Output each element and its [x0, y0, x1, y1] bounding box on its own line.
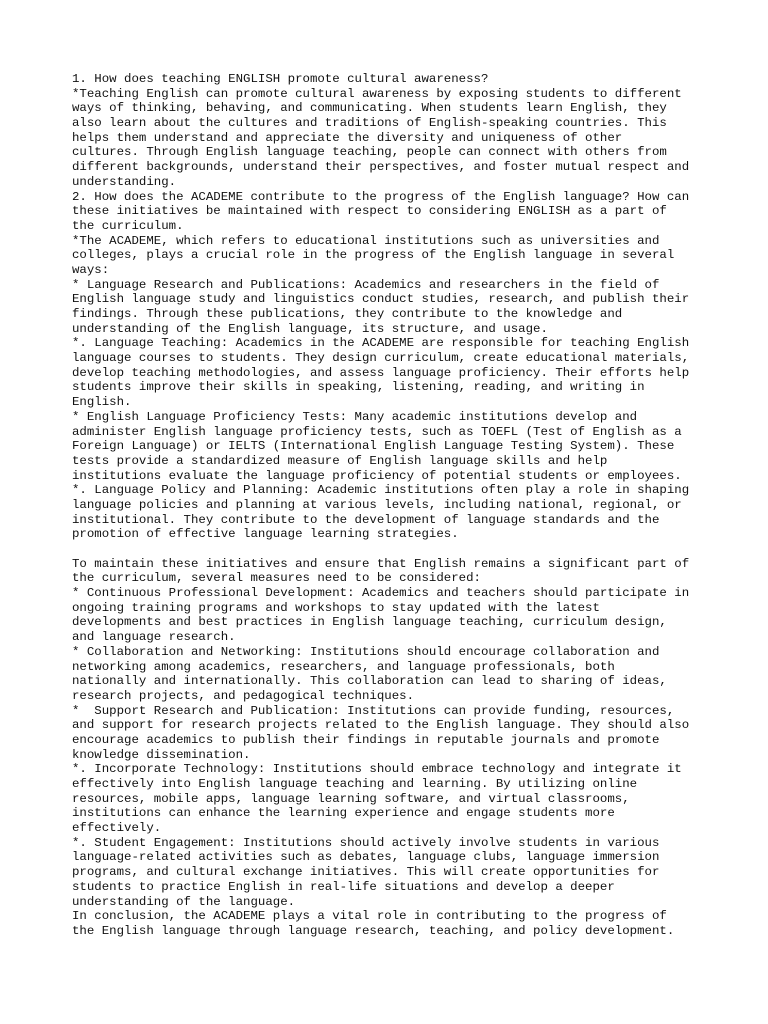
- document-line: the curriculum.: [72, 218, 184, 233]
- document-line: cultures. Through English language teaching, people can connect with others from: [72, 145, 667, 160]
- document-line: In conclusion, the ACADEME plays a vital role in contributing to the progress of: [72, 909, 667, 924]
- document-line: nationally and internationally. This collaboration can lead to sharing of ideas,: [72, 674, 667, 689]
- document-line: Foreign Language) or IELTS (International English Language Testing System). These: [72, 439, 675, 454]
- document-line: students to practice English in real-life situations and develop a deeper: [72, 879, 615, 894]
- document-line: helps them understand and appreciate the diversity and uniqueness of other: [72, 130, 623, 145]
- document-line: tests provide a standardized measure of English language skills and help: [72, 453, 608, 468]
- document-line: encourage academics to publish their findings in reputable journals and promote: [72, 732, 660, 747]
- document-line: the English language through language research, teaching, and policy development.: [72, 923, 675, 938]
- document-line: networking among academics, researchers, and language professionals, both: [72, 659, 615, 674]
- document-line: * Collaboration and Networking: Institutions should encourage collaboration and: [72, 644, 660, 659]
- document-line: *Teaching English can promote cultural awareness by exposing students to different: [72, 86, 682, 101]
- document-line: institutions evaluate the language proficiency of potential students or employees.: [72, 468, 682, 483]
- document-line: understanding of the English language, its structure, and usage.: [72, 321, 548, 336]
- document-line: developments and best practices in English language teaching, curriculum design,: [72, 615, 667, 630]
- document-line: *. Incorporate Technology: Institutions should embrace technology and integrate it: [72, 762, 682, 777]
- document-line: and support for research projects related to the English language. They should also: [72, 718, 690, 733]
- document-line: findings. Through these publications, they contribute to the knowledge and: [72, 307, 623, 321]
- document-line: understanding.: [72, 174, 177, 189]
- document-line: and language research.: [72, 630, 236, 645]
- document-line: knowledge dissemination.: [72, 747, 251, 762]
- document-line: develop teaching methodologies, and assess language proficiency. Their efforts help: [72, 365, 690, 380]
- document-line: * Continuous Professional Development: Academics and teachers should participate in: [72, 586, 690, 601]
- document-line: 1. How does teaching ENGLISH promote cultural awareness?: [72, 72, 489, 86]
- document-line: English.: [72, 395, 132, 410]
- document-line: resources, mobile apps, language learning software, and virtual classrooms,: [72, 791, 630, 806]
- document-line: To maintain these initiatives and ensure that English remains a significant part of: [72, 556, 690, 571]
- document-line: language-related activities such as debates, language clubs, language immersion: [72, 850, 660, 865]
- document-line: *. Language Policy and Planning: Academic institutions often play a role in shaping: [72, 483, 690, 498]
- document-line: different backgrounds, understand their perspectives, and foster mutual respect and: [72, 160, 690, 175]
- document-line: effectively into English language teaching and learning. By utilizing online: [72, 777, 638, 791]
- document-line: students improve their skills in speaking, listening, reading, and writing in: [72, 380, 645, 395]
- document-line: administer English language proficiency tests, such as TOEFL (Test of English as a: [72, 424, 682, 439]
- document-line: * Language Research and Publications: Academics and researchers in the field of: [72, 277, 660, 292]
- document-line: programs, and cultural exchange initiatives. This will create opportunities for: [72, 865, 660, 880]
- document-line: * Support Research and Publication: Institutions can provide funding, resources,: [72, 703, 675, 718]
- document-line: English language study and linguistics conduct studies, research, and publish their: [72, 292, 690, 307]
- document-line: * English Language Proficiency Tests: Many academic institutions develop and: [72, 409, 638, 424]
- document-line: colleges, plays a crucial role in the progress of the English language in several: [72, 248, 675, 263]
- document-line: [72, 542, 712, 557]
- document-line: these initiatives be maintained with respect to considering ENGLISH as a part of: [72, 204, 667, 219]
- document-line: *. Language Teaching: Academics in the ACADEME are responsible for teaching English: [72, 336, 690, 351]
- document-line: language courses to students. They design curriculum, create educational materials,: [72, 351, 690, 366]
- document-body: [72, 72, 712, 939]
- document-line: effectively.: [72, 821, 162, 836]
- document-line: ongoing training programs and workshops to stay updated with the latest: [72, 600, 600, 615]
- document-line: ways:: [72, 262, 110, 277]
- document-line: also learn about the cultures and traditions of English-speaking countries. This: [72, 116, 667, 131]
- document-line: understanding of the language.: [72, 894, 296, 909]
- document-line: ways of thinking, behaving, and communicating. When students learn English, they: [72, 101, 667, 116]
- document-line: promotion of effective language learning strategies.: [72, 527, 459, 542]
- document-line: *The ACADEME, which refers to educational institutions such as universities and: [72, 233, 660, 248]
- document-line: research projects, and pedagogical techniques.: [72, 688, 415, 703]
- document-line: institutional. They contribute to the development of language standards and the: [72, 512, 660, 527]
- document-line: language policies and planning at various levels, including national, regional, or: [72, 497, 682, 512]
- document-line: 2. How does the ACADEME contribute to the progress of the English language? How can: [72, 189, 690, 204]
- document-line: institutions can enhance the learning experience and engage students more: [72, 806, 615, 821]
- document-line: *. Student Engagement: Institutions should actively involve students in various: [72, 835, 660, 850]
- document-line: the curriculum, several measures need to be considered:: [72, 571, 481, 586]
